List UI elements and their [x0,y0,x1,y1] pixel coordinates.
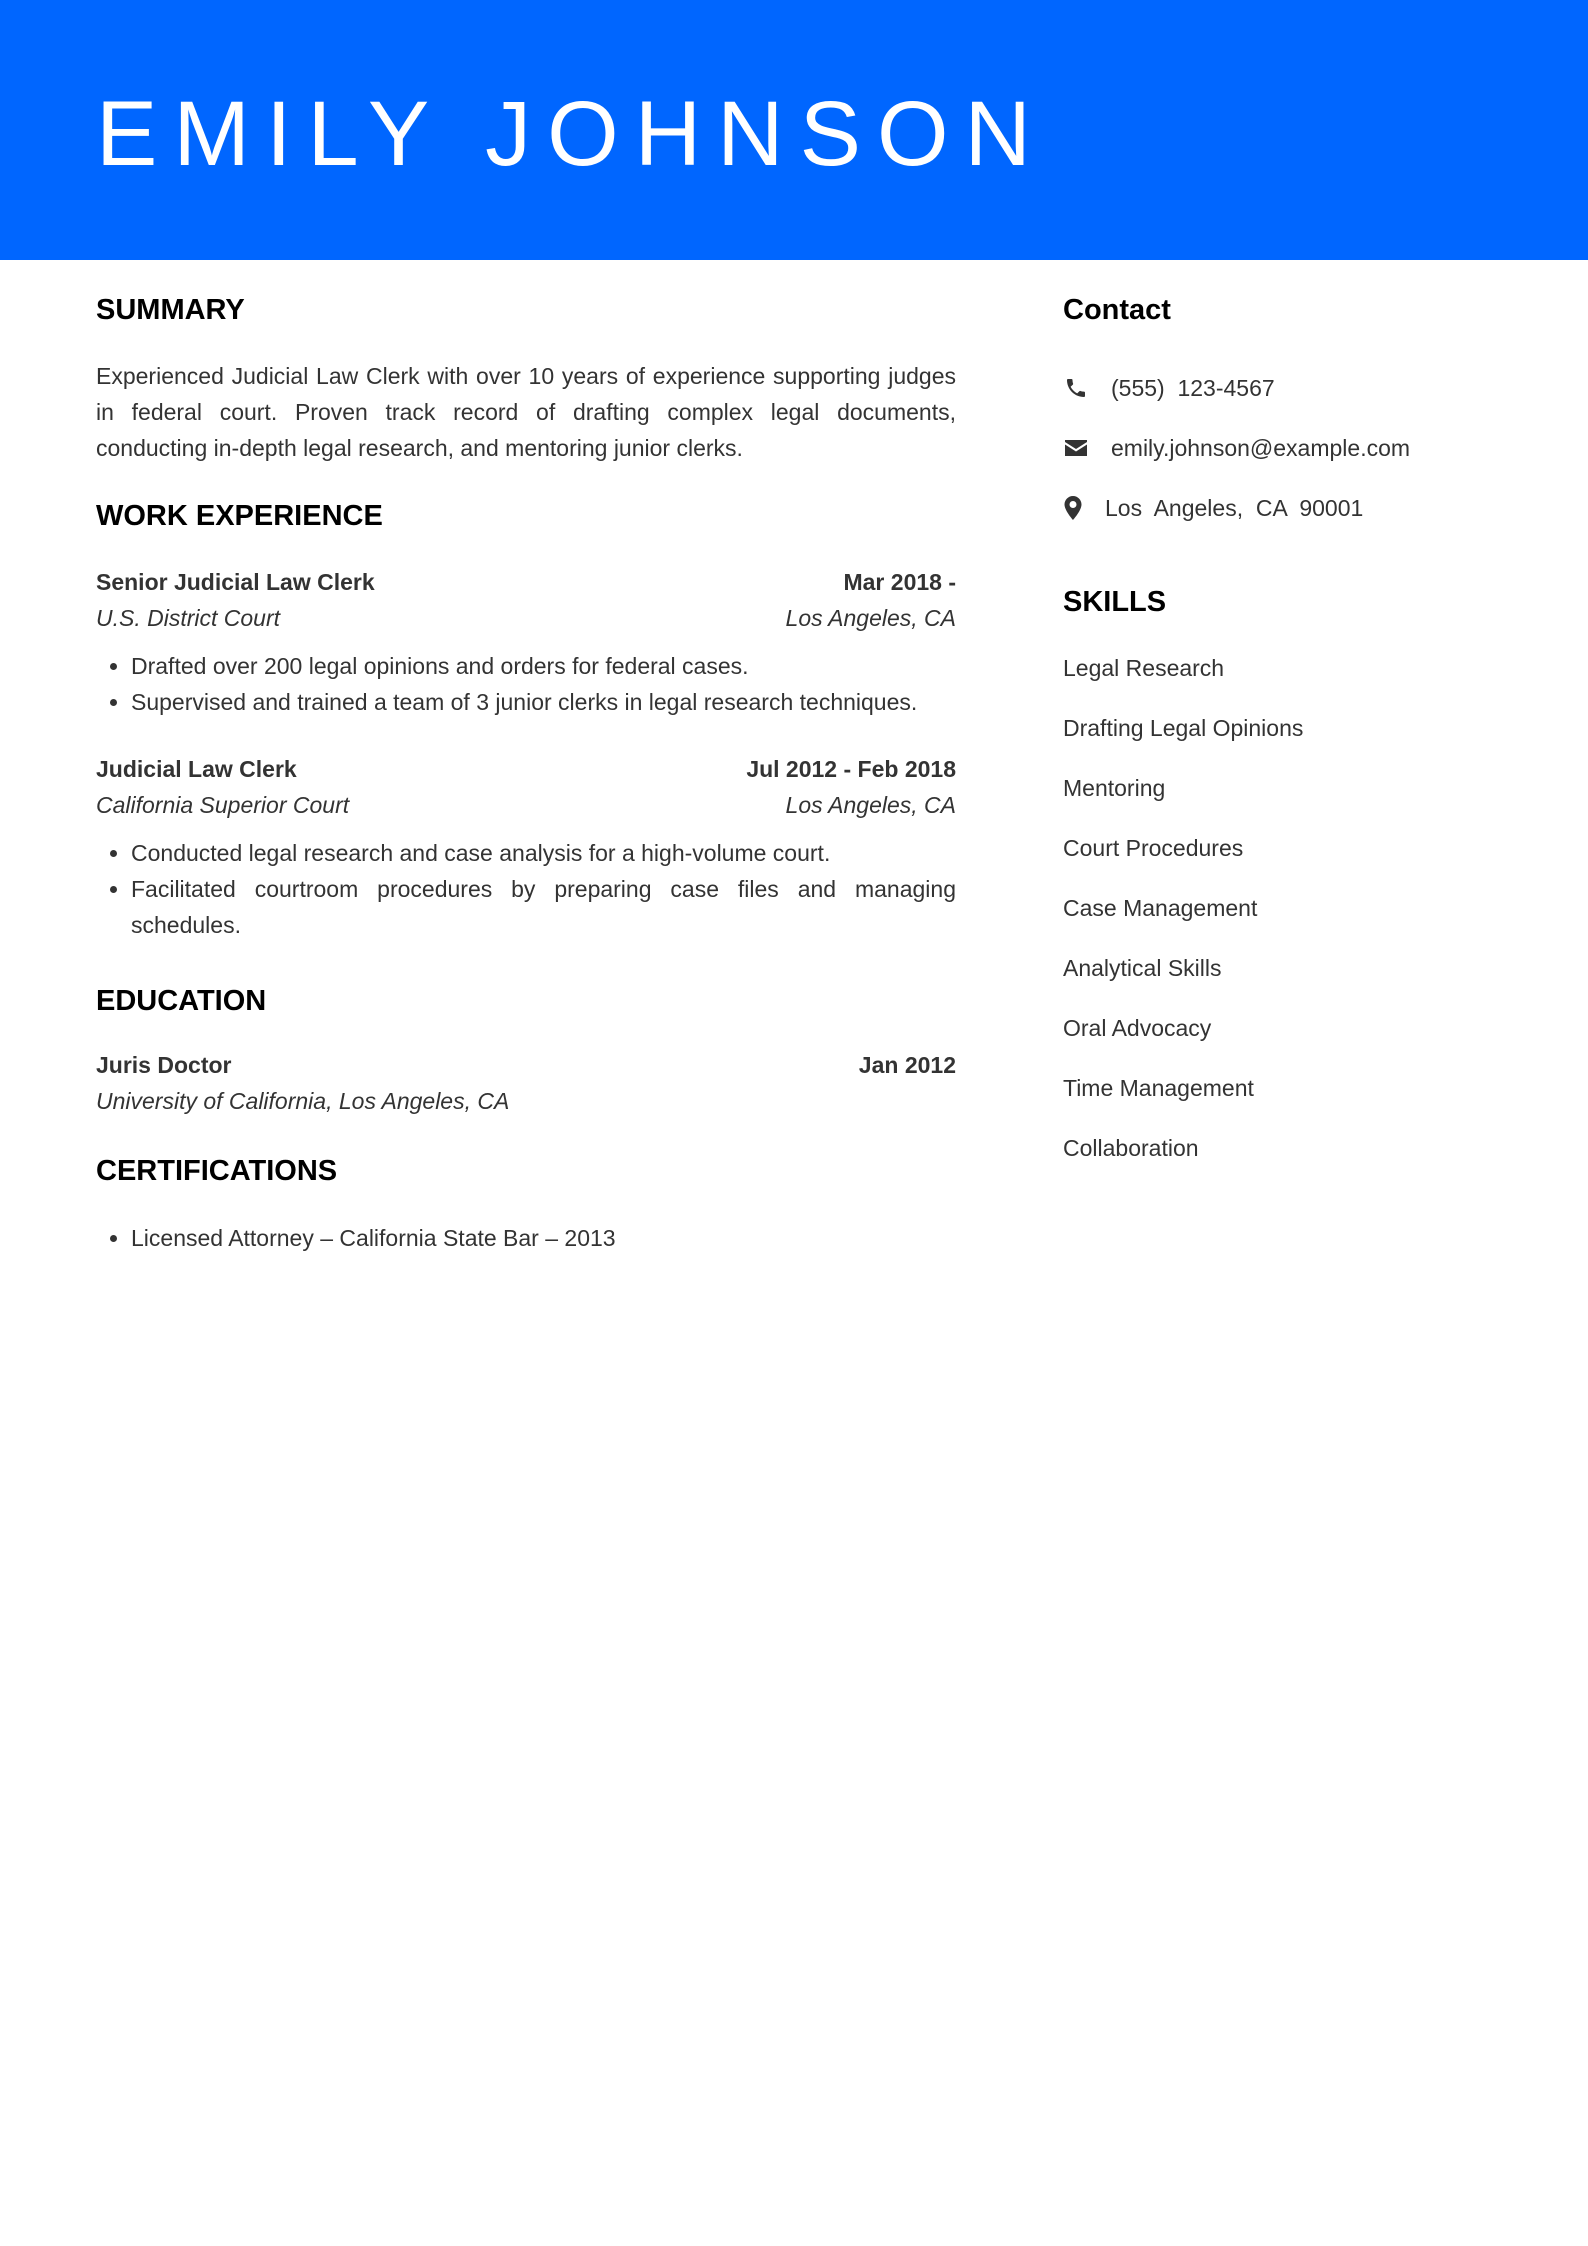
contact-location [1063,490,1523,526]
contact-email [1063,430,1523,466]
skill-item: Drafting Legal Opinions [1063,715,1304,741]
education-date: Jan 2012 [858,1052,956,1078]
skill-item: Mentoring [1063,775,1166,801]
sidebar-column [1063,292,1523,1190]
job-bullet: • Conducted legal research and case analysis for a high-volume court. [131,835,956,871]
education-section [96,983,956,1119]
job-bullets [96,835,956,943]
phone-icon [1063,375,1089,401]
job-role: Senior Judicial Law Clerk [96,569,375,595]
contact-section [1063,292,1523,526]
job-bullets [96,648,956,720]
skill-item: Analytical Skills [1063,955,1222,981]
job-bullet: • Facilitated courtroom procedures by preparing case files and managing schedules. [131,871,956,943]
envelope-icon [1063,435,1089,461]
skill-item: Legal Research [1063,655,1225,681]
skills-section [1063,584,1523,1166]
location-text: Los Angeles, CA 90001 [1105,495,1364,521]
job-location: Los Angeles, CA [785,605,956,631]
work-experience-section [96,498,956,943]
education-school: University of California, Los Angeles, CA [96,1088,510,1114]
skill-item: Court Procedures [1063,835,1244,861]
job-entry [96,751,956,943]
contact-title: Contact [1063,294,1171,326]
skill-item: Collaboration [1063,1135,1199,1161]
skill-item: Case Management [1063,895,1258,921]
header-banner [0,0,1588,260]
summary-section [96,292,956,466]
job-dates: Mar 2018 - [843,569,956,595]
job-location: Los Angeles, CA [785,792,956,818]
phone-number[interactable]: (555) 123-4567 [1111,375,1275,401]
email-address[interactable]: emily.johnson@example.com [1111,435,1411,461]
work-experience-title: WORK EXPERIENCE [96,500,383,532]
education-degree: Juris Doctor [96,1052,232,1078]
map-pin-icon [1063,495,1083,521]
job-bullet: • Drafted over 200 legal opinions and orders for federal cases. [131,648,956,684]
certification-item: • Licensed Attorney – California State Bar – 2013 [131,1220,956,1256]
candidate-name: EMILY JOHNSON [96,83,1047,185]
education-title: EDUCATION [96,985,267,1017]
job-bullet: • Supervised and trained a team of 3 junior clerks in legal research techniques. [131,684,956,720]
main-column [96,292,956,1256]
certifications-section [96,1153,956,1256]
skill-item: Oral Advocacy [1063,1015,1212,1041]
summary-text: Experienced Judicial Law Clerk with over 10 years of experience supporting judges in federal court. Proven track record of drafting complex legal documents, conducting in-depth legal research, and mentoring junior clerks. [96,363,956,461]
certifications-title: CERTIFICATIONS [96,1155,338,1187]
job-employer: U.S. District Court [96,605,281,631]
skill-item: Time Management [1063,1075,1254,1101]
summary-title: SUMMARY [96,294,245,326]
certification-list [96,1220,956,1256]
job-entry [96,564,956,720]
job-employer: California Superior Court [96,792,350,818]
contact-phone [1063,370,1523,406]
skills-title: SKILLS [1063,586,1167,618]
job-dates: Jul 2012 - Feb 2018 [746,756,956,782]
job-role: Judicial Law Clerk [96,756,297,782]
